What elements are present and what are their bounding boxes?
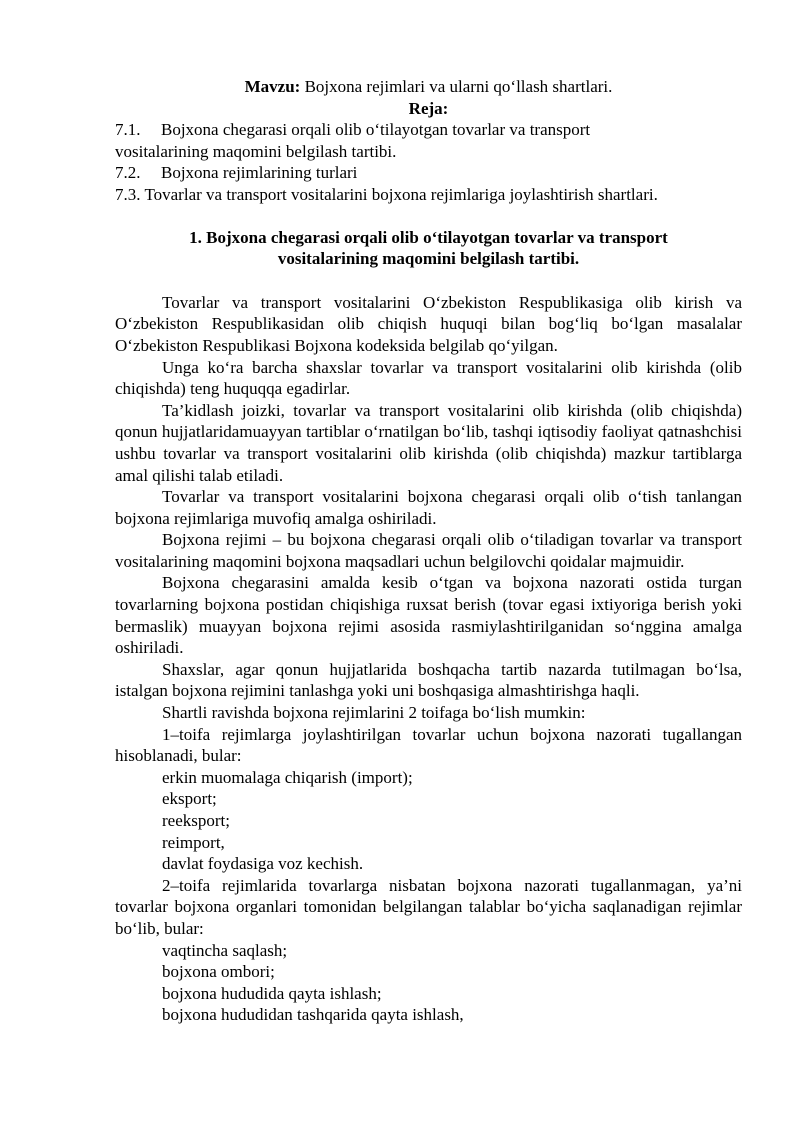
body-paragraph: Bojxona rejimi – bu bojxona chegarasi orqali olib o‘tiladigan tovarlar va transport vositalarining maqomini bojxona maqsadlari uchun belgilovchi qoidalar majmuidir. <box>115 530 742 571</box>
body-paragraph: 2–toifa rejimlarida tovarlarga nisbatan bojxona nazorati tugallanmagan, ya’ni tovarlar bojxona organlari tomonidan belgilangan talablar bo‘yicha saqlanadigan rejimlar bo‘lib, bular: <box>115 875 742 938</box>
plan-item-7-3: 7.3. Tovarlar va transport vositalarini bojxona rejimlariga joylashtirish shartlari. <box>115 184 658 204</box>
plan-heading: Reja: <box>408 98 449 118</box>
plan-item-7-2 <box>115 162 742 184</box>
body-paragraph: Shartli ravishda bojxona rejimlarini 2 toifaga bo‘lish mumkin: <box>162 703 586 723</box>
list-item: bojxona ombori; <box>162 962 275 982</box>
category-1-list <box>115 767 742 875</box>
plan-item-7-1 <box>115 119 742 141</box>
body-paragraph: Bojxona chegarasini amalda kesib o‘tgan va bojxona nazorati ostida turgan tovarlarning bojxona postidan chiqishiga ruxsat berish (tovar egasi ixtiyoriga berish yoki bermaslik) muayyan bojxona rejimi asosida rasmiylashtirilganidan so‘nggina amalga oshiriladi. <box>115 573 742 658</box>
category-2-list <box>115 940 742 1026</box>
body-paragraph: Unga ko‘ra barcha shaxslar tovarlar va transport vositalarini olib kirishda (olib chiqishda) teng huquqqa egadirlar. <box>115 357 742 399</box>
plan-item-text: Bojxona rejimlarining turlari <box>161 163 358 183</box>
list-item: erkin muomalaga chiqarish (import); <box>162 767 413 787</box>
list-item: bojxona hududidan tashqarida qayta ishlash, <box>162 1005 464 1025</box>
title-label: Mavzu: <box>244 77 301 96</box>
plan-item-number: 7.1. <box>115 120 141 140</box>
body-paragraph: Tovarlar va transport vositalarini O‘zbekiston Respublikasiga olib kirish va O‘zbekiston Respublikasidan olib chiqish huquqi bilan bog‘liq bo‘lgan masalalar O‘zbekiston Respublikasi Bojxona kodeksida belgilab qo‘yilgan. <box>115 292 742 355</box>
plan-item-number: 7.2. <box>115 163 141 183</box>
plan-item-text: Bojxona chegarasi orqali olib o‘tilayotgan tovarlar va transport <box>161 120 591 140</box>
list-item: davlat foydasiga voz kechish. <box>162 854 364 874</box>
list-item: vaqtincha saqlash; <box>162 940 288 960</box>
document-page <box>115 76 742 1026</box>
body-paragraph: Shaxslar, agar qonun hujjatlarida boshqacha tartib nazarda tutilmagan bo‘lsa, istalgan bojxona rejimini tanlashga yoki uni boshqasiga almashtirishga haqli. <box>115 659 742 701</box>
plan-item-7-1-continuation: vositalarining maqomini belgilash tartibi. <box>115 141 397 161</box>
list-item: reimport, <box>162 832 225 852</box>
document-title <box>115 76 742 98</box>
body-paragraph: Tovarlar va transport vositalarini bojxona chegarasi orqali olib o‘tish tanlangan bojxona rejimlariga muvofiq amalga oshiriladi. <box>115 487 742 528</box>
body-paragraph: 1–toifa rejimlarga joylashtirilgan tovarlar uchun bojxona nazorati tugallangan hisoblanadi, bular: <box>115 724 742 766</box>
list-item: reeksport; <box>162 811 230 830</box>
section-heading-line: vositalarining maqomini belgilash tartibi. <box>277 249 580 269</box>
plan-list <box>115 119 742 205</box>
title-text: Bojxona rejimlari va ularni qo‘llash shartlari. <box>304 77 613 96</box>
body-paragraph: Ta’kidlash joizki, tovarlar va transport vositalarini olib kirishda (olib chiqishda) qonun hujjatlaridamuayyan tartiblar o‘rnatilgan bo‘lib, tashqi iqtisodiy faoliyat qatnashchisi ushbu tovarlar va transport vositalarini olib kirishda (olib chiqishda) mazkur tartiblarga amal qilishi talab etiladi. <box>115 400 742 485</box>
section-heading <box>115 227 742 270</box>
list-item: eksport; <box>162 789 217 809</box>
list-item: bojxona hududida qayta ishlash; <box>162 983 382 1003</box>
section-heading-line: 1. Bojxona chegarasi orqali olib o‘tilayotgan tovarlar va transport <box>189 227 668 247</box>
